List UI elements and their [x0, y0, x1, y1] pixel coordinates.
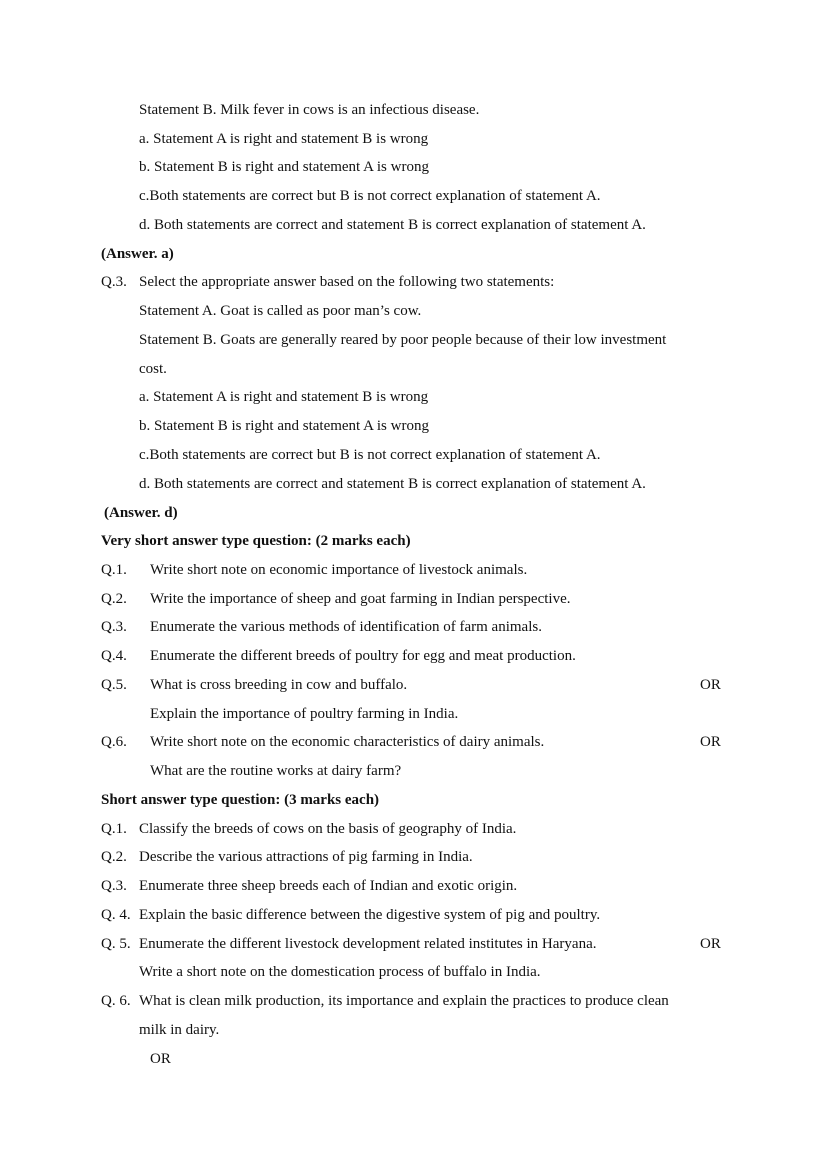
- or-label: OR: [700, 734, 721, 750]
- option-c: c.Both statements are correct but B is not correct explanation of statement A.: [139, 447, 601, 463]
- question-number: Q.1.: [101, 562, 127, 578]
- option-a: a. Statement A is right and statement B is wrong: [139, 131, 429, 147]
- or-label: OR: [150, 1051, 171, 1067]
- question-text: Explain the basic difference between the digestive system of pig and poultry.: [139, 907, 601, 923]
- statement-b-continued: cost.: [139, 361, 167, 377]
- option-b: b. Statement B is right and statement A is wrong: [139, 418, 429, 434]
- question-number: Q.6.: [101, 734, 127, 750]
- option-b: b. Statement B is right and statement A is wrong: [139, 159, 429, 175]
- question-text: Write the importance of sheep and goat farming in Indian perspective.: [150, 591, 571, 607]
- question-number: Q.2.: [101, 849, 127, 865]
- question-number: Q.3.: [101, 274, 127, 290]
- statement-b: Statement B. Goats are generally reared by poor people because of their low investment: [139, 332, 667, 348]
- question-number: Q.4.: [101, 648, 127, 664]
- question-text-continued: milk in dairy.: [139, 1022, 220, 1038]
- question-text: Enumerate the different livestock development related institutes in Haryana.: [139, 936, 597, 952]
- question-text: Enumerate the various methods of identification of farm animals.: [150, 619, 542, 635]
- section-heading: Very short answer type question: (2 marks each): [101, 533, 411, 549]
- question-number: Q. 6.: [101, 993, 131, 1009]
- statement-b: Statement B. Milk fever in cows is an infectious disease.: [139, 102, 480, 118]
- question-number: Q.5.: [101, 677, 127, 693]
- alternate-question: Explain the importance of poultry farming in India.: [150, 706, 459, 722]
- question-number: Q.3.: [101, 619, 127, 635]
- or-label: OR: [700, 936, 721, 952]
- alternate-question: What are the routine works at dairy farm?: [150, 763, 402, 779]
- question-text: Describe the various attractions of pig farming in India.: [139, 849, 473, 865]
- question-text: Write short note on the economic characteristics of dairy animals.: [150, 734, 545, 750]
- section-heading: Short answer type question: (3 marks each): [101, 792, 380, 808]
- question-text: Enumerate the different breeds of poultry for egg and meat production.: [150, 648, 576, 664]
- question-number: Q.2.: [101, 591, 127, 607]
- option-d: d. Both statements are correct and statement B is correct explanation of statement A.: [139, 217, 646, 233]
- or-label: OR: [700, 677, 721, 693]
- option-a: a. Statement A is right and statement B is wrong: [139, 389, 429, 405]
- question-text: Write short note on economic importance of livestock animals.: [150, 562, 528, 578]
- question-number: Q.1.: [101, 821, 127, 837]
- answer-label: (Answer. a): [101, 246, 174, 262]
- option-c: c.Both statements are correct but B is not correct explanation of statement A.: [139, 188, 601, 204]
- question-text: What is clean milk production, its importance and explain the practices to produce clean: [139, 993, 669, 1009]
- answer-label: (Answer. d): [104, 505, 178, 521]
- question-number: Q. 5.: [101, 936, 131, 952]
- question-text: Classify the breeds of cows on the basis of geography of India.: [139, 821, 517, 837]
- option-d: d. Both statements are correct and statement B is correct explanation of statement A.: [139, 476, 646, 492]
- question-text: What is cross breeding in cow and buffalo.: [150, 677, 408, 693]
- alternate-question: Write a short note on the domestication process of buffalo in India.: [139, 964, 541, 980]
- question-number: Q. 4.: [101, 907, 131, 923]
- question-text: Enumerate three sheep breeds each of Indian and exotic origin.: [139, 878, 518, 894]
- question-number: Q.3.: [101, 878, 127, 894]
- statement-a: Statement A. Goat is called as poor man’s cow.: [139, 303, 422, 319]
- question-prompt: Select the appropriate answer based on the following two statements:: [139, 274, 555, 290]
